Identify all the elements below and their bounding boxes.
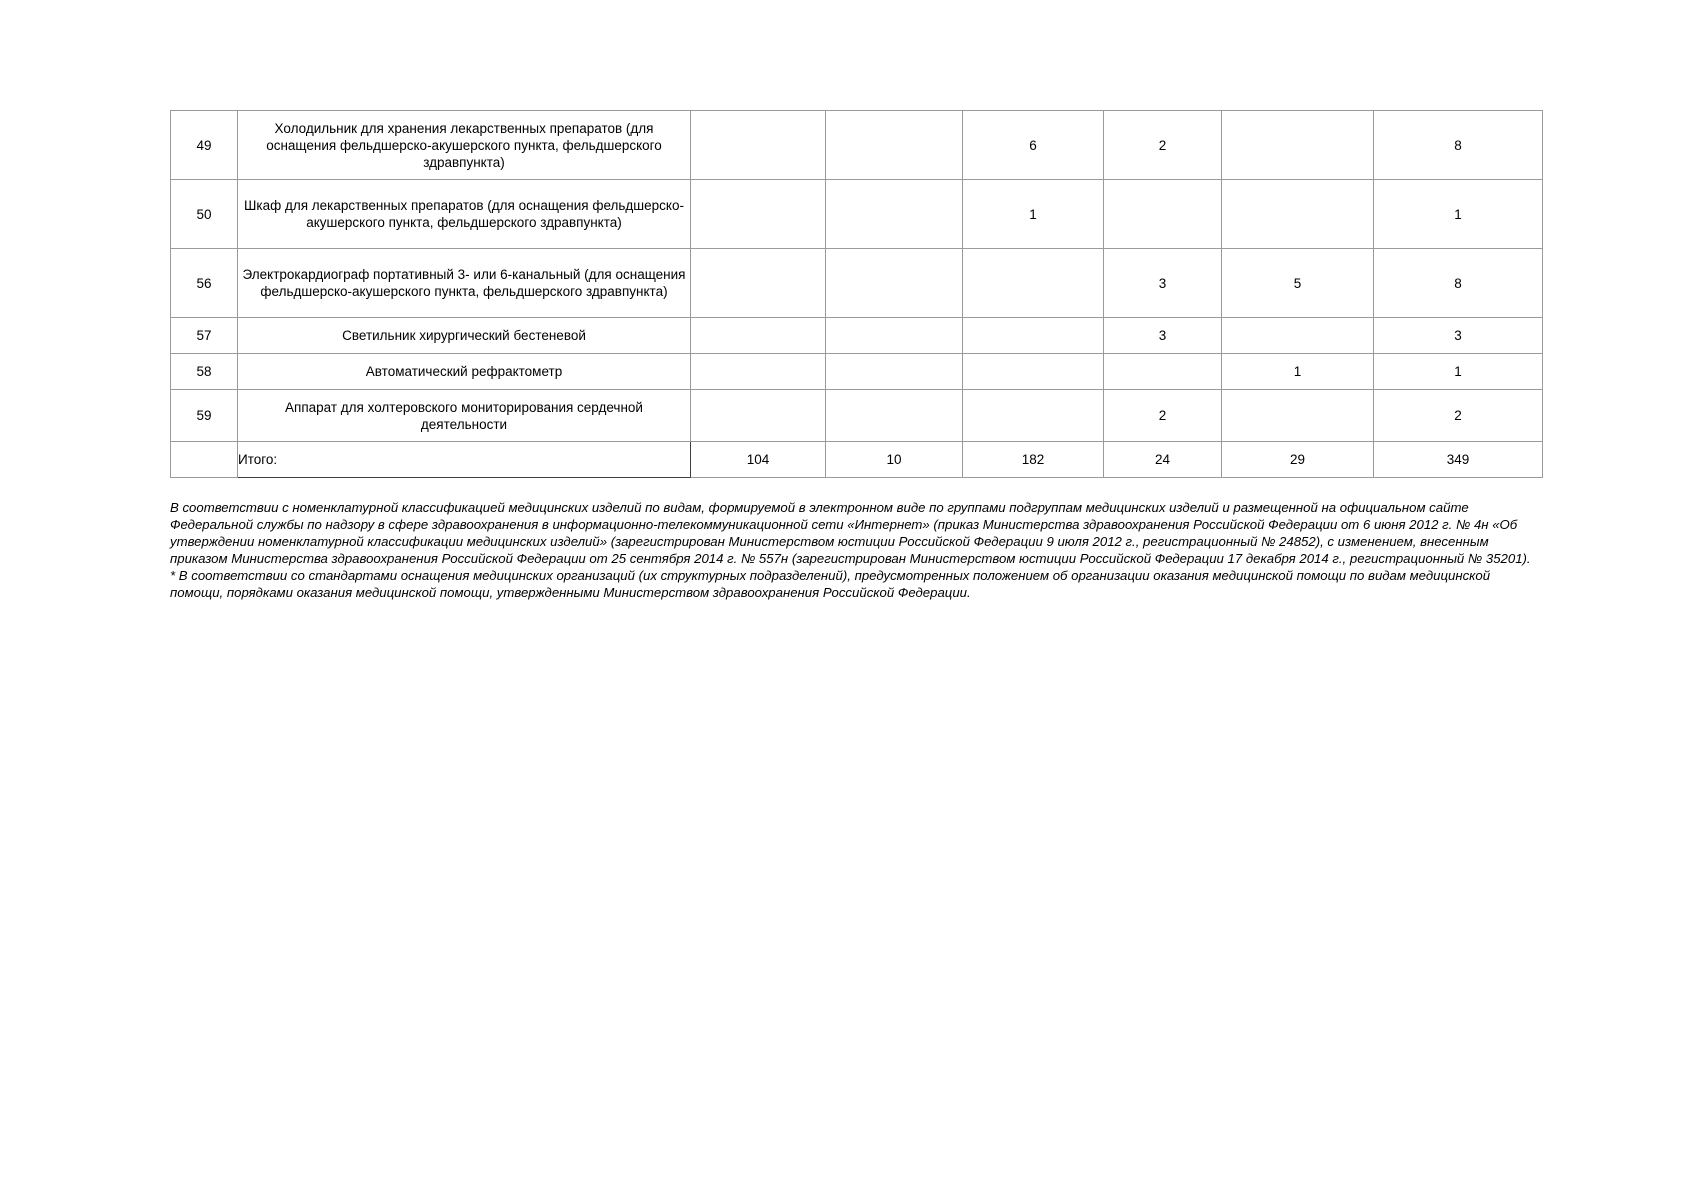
value-cell	[826, 390, 963, 442]
row-number: 57	[171, 318, 238, 354]
value-cell: 3	[1374, 318, 1543, 354]
value-cell	[1104, 180, 1222, 249]
value-cell: 8	[1374, 249, 1543, 318]
value-cell	[691, 111, 826, 180]
table-row	[171, 249, 1543, 318]
value-cell	[963, 249, 1104, 318]
value-cell	[963, 390, 1104, 442]
value-cell	[691, 249, 826, 318]
row-number: 58	[171, 354, 238, 390]
total-value: 104	[691, 442, 826, 478]
value-cell: 8	[1374, 111, 1543, 180]
total-value: 24	[1104, 442, 1222, 478]
value-cell	[1222, 390, 1374, 442]
footnote-standards: * В соответствии со стандартами оснащения медицинских организаций (их структурных подразделений), предусмотренных положением об организации оказания медицинской помощи по видам медицинской помощи, порядками оказания медицинской помощи, утвержденными Министерством здравоохранения Российской Федерации.	[170, 568, 1491, 600]
total-value: 29	[1222, 442, 1374, 478]
value-cell: 2	[1104, 390, 1222, 442]
total-row	[171, 442, 1543, 478]
total-value: 10	[826, 442, 963, 478]
row-number: 50	[171, 180, 238, 249]
value-cell: 1	[963, 180, 1104, 249]
row-number	[171, 442, 238, 478]
value-cell	[691, 390, 826, 442]
item-name: Холодильник для хранения лекарственных препаратов (для оснащения фельдшерско-акушерского пункта, фельдшерского здравпункта)	[238, 111, 691, 180]
footnotes	[170, 499, 1540, 601]
value-cell	[826, 249, 963, 318]
value-cell	[826, 111, 963, 180]
table-row	[171, 111, 1543, 180]
value-cell: 1	[1374, 180, 1543, 249]
table-row	[171, 318, 1543, 354]
row-number: 56	[171, 249, 238, 318]
table-row	[171, 390, 1543, 442]
total-label: Итого:	[238, 442, 691, 478]
value-cell	[826, 354, 963, 390]
value-cell: 6	[963, 111, 1104, 180]
value-cell	[826, 318, 963, 354]
value-cell	[963, 318, 1104, 354]
footnote-classification: В соответствии с номенклатурной классификацией медицинских изделий по видам, формируемой в электронном виде по группами подгруппам медицинских изделий и размещенной на официальном сайте Федеральной службы по надзору в сфере здравоохранения в информационно-телекоммуникационной сети «Интернет» (приказ Министерства здравоохранения Российской Федерации от 6 июня 2012 г. № 4н «Об утверждении номенклатурной классификации медицинских изделий» (зарегистрирован Министерством юстиции Российской Федерации 9 июля 2012 г., регистрационный № 24852), с изменением, внесенным приказом Министерства здравоохранения Российской Федерации от 25 сентября 2014 г. № 557н (зарегистрирован Министерством юстиции Российской Федерации 17 декабря 2014 г., регистрационный № 35201).	[170, 500, 1531, 566]
item-name: Светильник хирургический бестеневой	[238, 318, 691, 354]
value-cell: 2	[1374, 390, 1543, 442]
value-cell	[826, 180, 963, 249]
value-cell	[963, 354, 1104, 390]
row-number: 49	[171, 111, 238, 180]
item-name: Электрокардиограф портативный 3- или 6-канальный (для оснащения фельдшерско-акушерского пункта, фельдшерского здравпункта)	[238, 249, 691, 318]
value-cell: 5	[1222, 249, 1374, 318]
item-name: Шкаф для лекарственных препаратов (для оснащения фельдшерско-акушерского пункта, фельдшерского здравпункта)	[238, 180, 691, 249]
item-name: Аппарат для холтеровского мониторирования сердечной деятельности	[238, 390, 691, 442]
value-cell: 3	[1104, 249, 1222, 318]
value-cell	[691, 180, 826, 249]
value-cell: 3	[1104, 318, 1222, 354]
value-cell: 1	[1222, 354, 1374, 390]
value-cell	[1222, 180, 1374, 249]
value-cell: 1	[1374, 354, 1543, 390]
equipment-table	[170, 110, 1543, 478]
total-value: 182	[963, 442, 1104, 478]
total-value: 349	[1374, 442, 1543, 478]
item-name: Автоматический рефрактометр	[238, 354, 691, 390]
row-number: 59	[171, 390, 238, 442]
value-cell	[1104, 354, 1222, 390]
value-cell	[1222, 318, 1374, 354]
value-cell	[691, 318, 826, 354]
value-cell: 2	[1104, 111, 1222, 180]
value-cell	[1222, 111, 1374, 180]
table-row	[171, 354, 1543, 390]
value-cell	[691, 354, 826, 390]
table-row	[171, 180, 1543, 249]
